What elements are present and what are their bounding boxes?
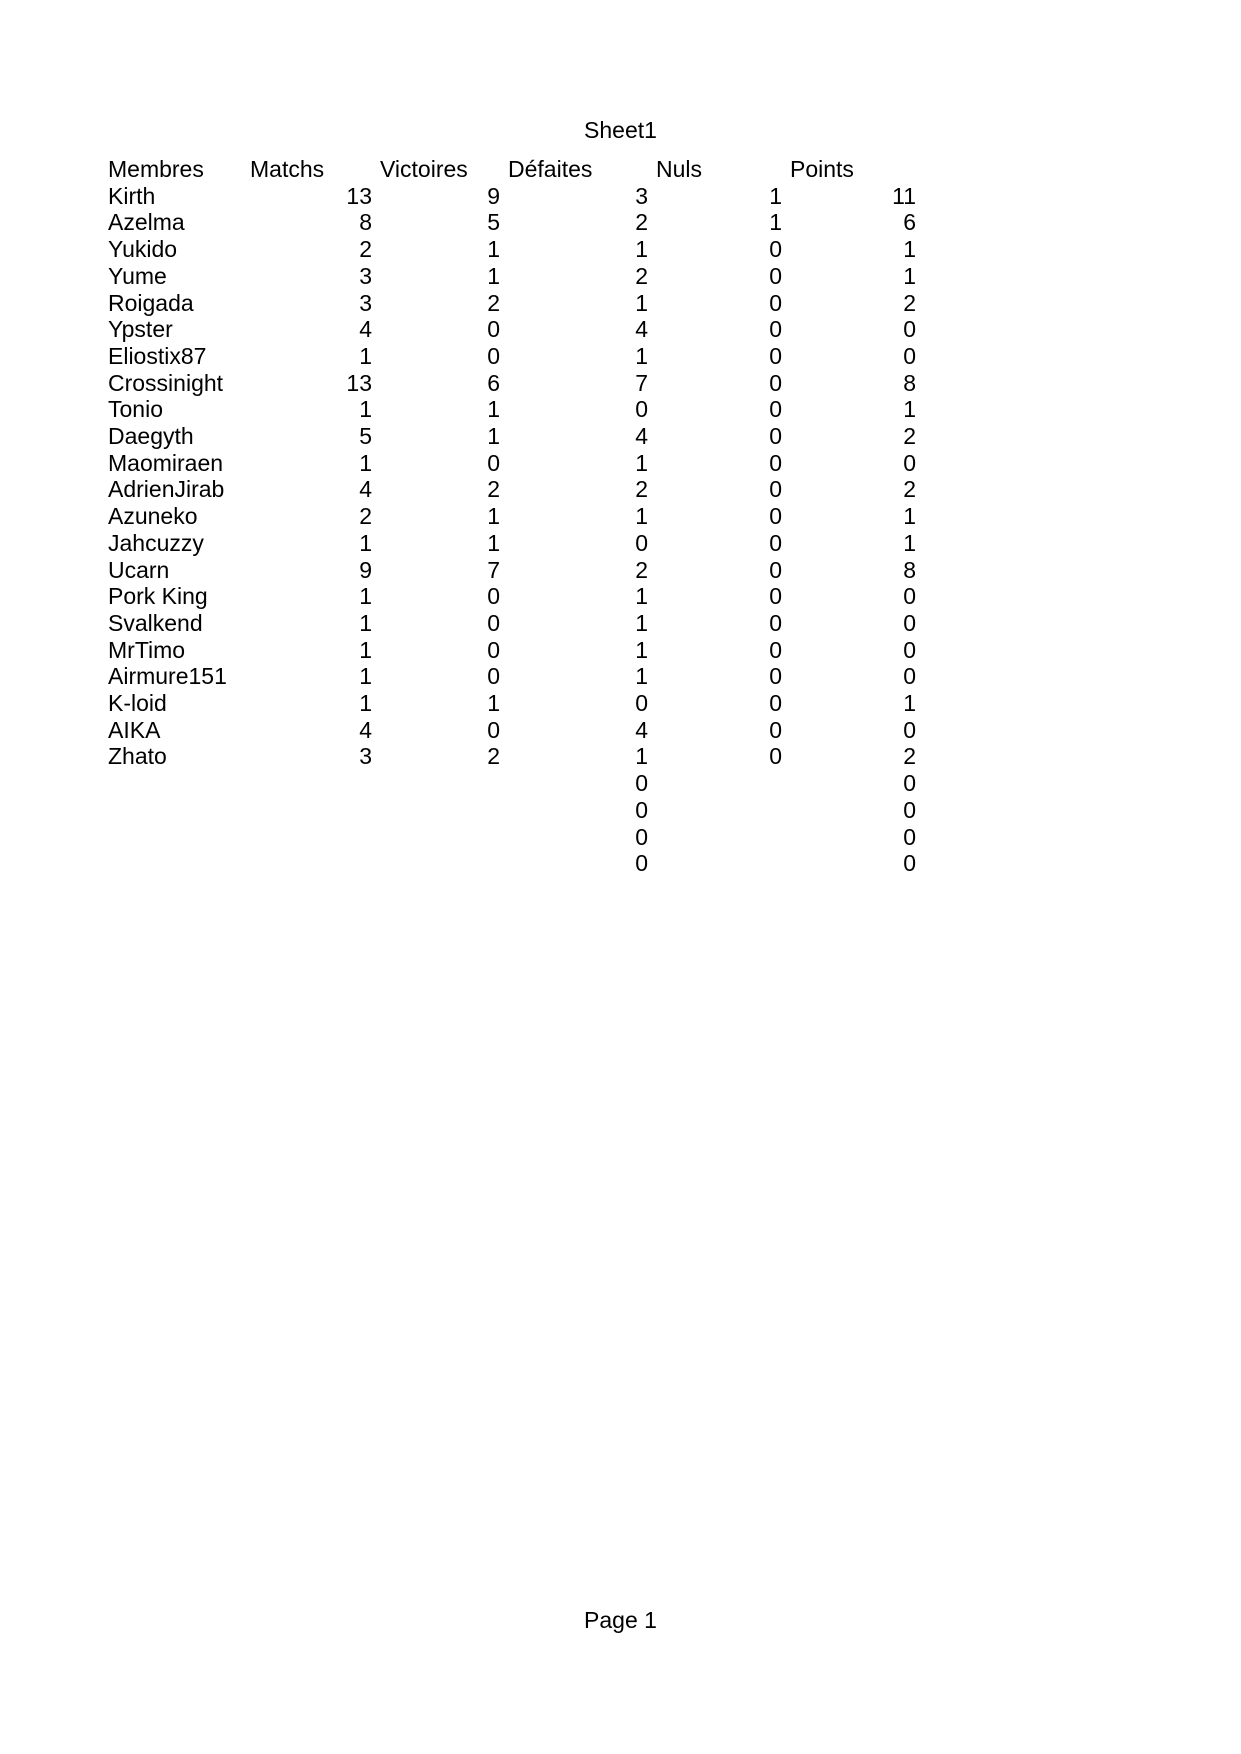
matchs-cell: 1 (359, 342, 372, 369)
points-cell: 1 (903, 236, 916, 263)
defaites-cell: 4 (635, 716, 648, 743)
nuls-cell: 0 (769, 396, 782, 423)
page-number-footer: Page 1 (584, 1607, 657, 1633)
defaites-cell: 1 (635, 289, 648, 316)
member-name-cell (106, 824, 244, 851)
table-row (106, 743, 918, 770)
member-name-cell: MrTimo (108, 636, 186, 663)
points-cell: 0 (903, 636, 916, 663)
matchs-cell: 1 (359, 690, 372, 717)
member-name-cell: Svalkend (108, 609, 203, 636)
victoires-cell: 0 (487, 716, 500, 743)
nuls-cell: 0 (769, 476, 782, 503)
member-name-cell: K-loid (108, 690, 167, 717)
table-row (106, 850, 918, 877)
defaites-cell: 1 (635, 583, 648, 610)
matchs-cell: 1 (359, 609, 372, 636)
member-name-cell: Daegyth (108, 423, 194, 450)
matchs-cell: 4 (359, 476, 372, 503)
member-name-cell: Yukido (108, 236, 178, 263)
nuls-cell: 0 (769, 423, 782, 450)
matchs-cell: 3 (359, 289, 372, 316)
column-header-nuls: Nuls (656, 156, 703, 182)
member-name-cell (106, 850, 244, 877)
defaites-cell: 2 (635, 476, 648, 503)
nuls-cell: 0 (769, 663, 782, 690)
defaites-cell: 2 (635, 209, 648, 236)
matchs-cell: 1 (359, 663, 372, 690)
points-cell: 2 (903, 289, 916, 316)
member-name-cell: Eliostix87 (108, 342, 207, 369)
sheet-title: Sheet1 (584, 117, 657, 143)
member-name-cell: Ucarn (108, 556, 170, 583)
defaites-cell: 1 (635, 449, 648, 476)
victoires-cell (374, 850, 502, 877)
points-cell: 1 (903, 690, 916, 717)
defaites-cell: 3 (635, 182, 648, 209)
nuls-cell: 0 (769, 236, 782, 263)
defaites-cell: 0 (635, 396, 648, 423)
nuls-cell: 0 (769, 449, 782, 476)
defaites-cell: 0 (635, 529, 648, 556)
member-name-cell: Kirth (108, 182, 156, 209)
victoires-cell: 9 (487, 182, 500, 209)
matchs-cell: 5 (359, 423, 372, 450)
table-row (106, 583, 918, 610)
nuls-cell: 0 (769, 503, 782, 530)
table-header-row (106, 156, 918, 183)
nuls-cell: 0 (769, 609, 782, 636)
points-cell: 0 (903, 583, 916, 610)
table-row (106, 530, 918, 557)
victoires-cell: 2 (487, 476, 500, 503)
nuls-cell: 0 (769, 743, 782, 770)
matchs-cell (244, 824, 374, 851)
matchs-cell: 1 (359, 529, 372, 556)
member-name-cell (106, 770, 244, 797)
defaites-cell: 0 (635, 823, 648, 850)
nuls-cell (650, 824, 784, 851)
member-name-cell: Maomiraen (108, 449, 224, 476)
matchs-cell: 3 (359, 262, 372, 289)
victoires-cell: 7 (487, 556, 500, 583)
victoires-cell: 1 (487, 236, 500, 263)
member-name-cell: Zhato (108, 743, 167, 770)
nuls-cell: 0 (769, 262, 782, 289)
victoires-cell: 1 (487, 690, 500, 717)
table-row (106, 637, 918, 664)
nuls-cell: 0 (769, 316, 782, 343)
points-cell: 1 (903, 529, 916, 556)
member-name-cell: AdrienJirab (108, 476, 225, 503)
table-row (106, 236, 918, 263)
nuls-cell: 0 (769, 369, 782, 396)
points-cell: 0 (903, 796, 916, 823)
matchs-cell: 8 (359, 209, 372, 236)
member-name-cell: Pork King (108, 583, 208, 610)
victoires-cell: 1 (487, 262, 500, 289)
points-cell: 11 (892, 182, 916, 209)
matchs-cell: 4 (359, 316, 372, 343)
table-row (106, 770, 918, 797)
nuls-cell (650, 770, 784, 797)
table-row (106, 370, 918, 397)
table-row (106, 396, 918, 423)
defaites-cell: 0 (635, 850, 648, 877)
nuls-cell: 0 (769, 529, 782, 556)
defaites-cell: 1 (635, 236, 648, 263)
member-name-cell: Ypster (108, 316, 173, 343)
nuls-cell: 0 (769, 289, 782, 316)
table-row (106, 690, 918, 717)
nuls-cell: 0 (769, 716, 782, 743)
matchs-cell: 13 (346, 369, 372, 396)
member-name-cell: Jahcuzzy (108, 529, 204, 556)
column-header-victoires: Victoires (380, 156, 468, 182)
defaites-cell: 1 (635, 342, 648, 369)
victoires-cell: 1 (487, 529, 500, 556)
points-cell: 1 (903, 396, 916, 423)
member-name-cell: Azuneko (108, 503, 198, 530)
matchs-cell (244, 770, 374, 797)
victoires-cell: 0 (487, 636, 500, 663)
table-row (106, 476, 918, 503)
defaites-cell: 7 (635, 369, 648, 396)
matchs-cell: 1 (359, 583, 372, 610)
nuls-cell: 0 (769, 342, 782, 369)
matchs-cell: 9 (359, 556, 372, 583)
victoires-cell: 0 (487, 342, 500, 369)
column-header-membres: Membres (108, 156, 204, 182)
stats-table (106, 156, 918, 877)
table-row (106, 183, 918, 210)
member-name-cell (106, 797, 244, 824)
member-name-cell: Crossinight (108, 369, 224, 396)
victoires-cell: 2 (487, 289, 500, 316)
victoires-cell: 0 (487, 609, 500, 636)
table-row (106, 423, 918, 450)
points-cell: 0 (903, 850, 916, 877)
victoires-cell: 5 (487, 209, 500, 236)
defaites-cell: 1 (635, 609, 648, 636)
matchs-cell: 2 (359, 503, 372, 530)
points-cell: 0 (903, 449, 916, 476)
victoires-cell: 0 (487, 449, 500, 476)
matchs-cell: 3 (359, 743, 372, 770)
defaites-cell: 0 (635, 770, 648, 797)
table-row (106, 503, 918, 530)
table-row (106, 450, 918, 477)
table-row (106, 290, 918, 317)
defaites-cell: 2 (635, 262, 648, 289)
victoires-cell (374, 770, 502, 797)
table-row (106, 610, 918, 637)
victoires-cell (374, 797, 502, 824)
points-cell: 0 (903, 342, 916, 369)
member-name-cell: Yume (108, 262, 167, 289)
nuls-cell: 0 (769, 556, 782, 583)
defaites-cell: 1 (635, 743, 648, 770)
victoires-cell: 1 (487, 423, 500, 450)
matchs-cell: 1 (359, 396, 372, 423)
nuls-cell: 0 (769, 583, 782, 610)
victoires-cell: 6 (487, 369, 500, 396)
victoires-cell: 0 (487, 316, 500, 343)
matchs-cell: 4 (359, 716, 372, 743)
victoires-cell: 1 (487, 503, 500, 530)
points-cell: 0 (903, 716, 916, 743)
member-name-cell: Azelma (108, 209, 185, 236)
matchs-cell: 1 (359, 449, 372, 476)
member-name-cell: Tonio (108, 396, 163, 423)
column-header-matchs: Matchs (250, 156, 325, 182)
victoires-cell (374, 824, 502, 851)
defaites-cell: 2 (635, 556, 648, 583)
points-cell: 1 (903, 262, 916, 289)
victoires-cell: 0 (487, 663, 500, 690)
table-row (106, 209, 918, 236)
points-cell: 6 (903, 209, 916, 236)
points-cell: 2 (903, 423, 916, 450)
table-row (106, 316, 918, 343)
nuls-cell: 1 (769, 182, 782, 209)
points-cell: 2 (903, 743, 916, 770)
table-row (106, 717, 918, 744)
victoires-cell: 2 (487, 743, 500, 770)
points-cell: 0 (903, 823, 916, 850)
points-cell: 8 (903, 369, 916, 396)
points-cell: 1 (903, 503, 916, 530)
matchs-cell (244, 797, 374, 824)
defaites-cell: 1 (635, 636, 648, 663)
column-header-points: Points (790, 156, 854, 182)
points-cell: 0 (903, 609, 916, 636)
member-name-cell: Airmure151 (108, 663, 227, 690)
points-cell: 8 (903, 556, 916, 583)
points-cell: 2 (903, 476, 916, 503)
nuls-cell: 1 (769, 209, 782, 236)
matchs-cell: 1 (359, 636, 372, 663)
member-name-cell: Roigada (108, 289, 194, 316)
matchs-cell: 2 (359, 236, 372, 263)
table-row (106, 263, 918, 290)
table-row (106, 797, 918, 824)
matchs-cell: 13 (346, 182, 372, 209)
column-header-defaites: Défaites (508, 156, 593, 182)
victoires-cell: 0 (487, 583, 500, 610)
points-cell: 0 (903, 316, 916, 343)
member-name-cell: AIKA (108, 716, 161, 743)
defaites-cell: 4 (635, 316, 648, 343)
defaites-cell: 0 (635, 690, 648, 717)
defaites-cell: 0 (635, 796, 648, 823)
points-cell: 0 (903, 663, 916, 690)
nuls-cell (650, 797, 784, 824)
table-row (106, 343, 918, 370)
nuls-cell (650, 850, 784, 877)
table-row (106, 663, 918, 690)
defaites-cell: 4 (635, 423, 648, 450)
table-row (106, 824, 918, 851)
table-row (106, 557, 918, 584)
defaites-cell: 1 (635, 663, 648, 690)
victoires-cell: 1 (487, 396, 500, 423)
defaites-cell: 1 (635, 503, 648, 530)
points-cell: 0 (903, 770, 916, 797)
table-body (106, 183, 918, 877)
nuls-cell: 0 (769, 690, 782, 717)
nuls-cell: 0 (769, 636, 782, 663)
matchs-cell (244, 850, 374, 877)
